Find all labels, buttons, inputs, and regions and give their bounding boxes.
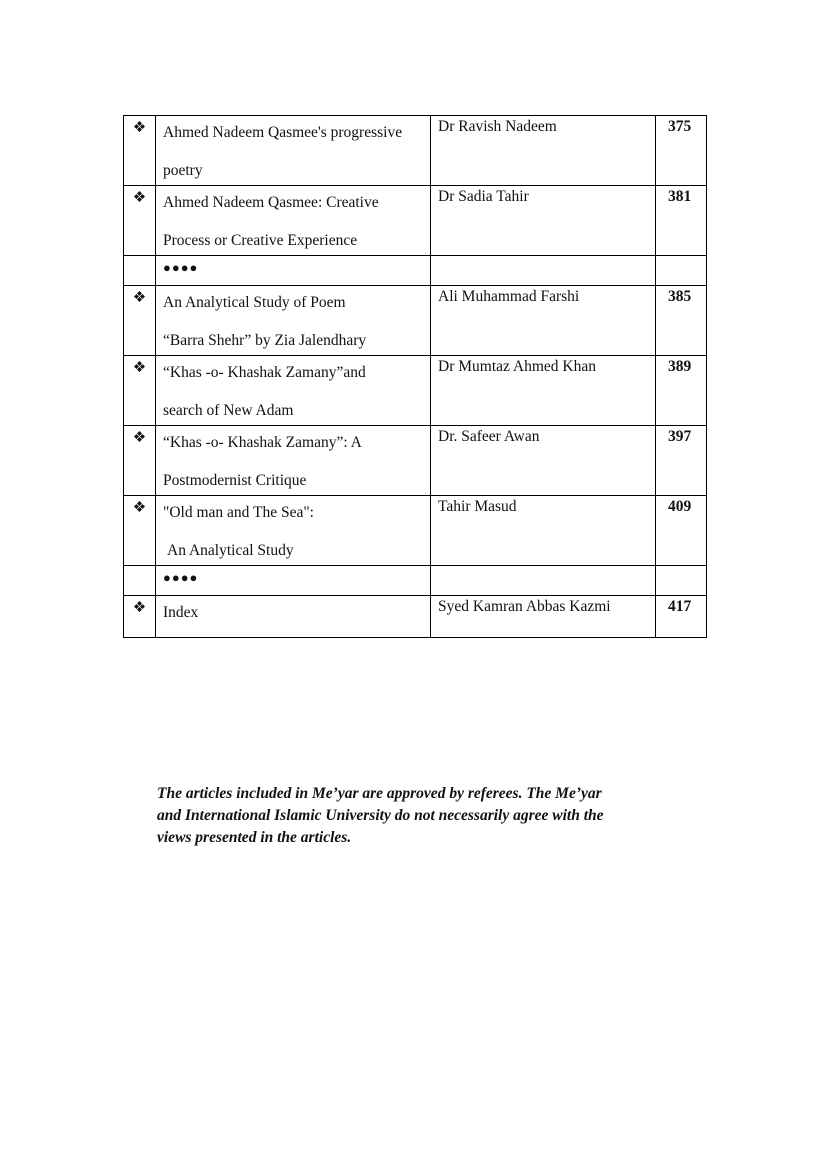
toc-row [124, 116, 707, 186]
page-number: 375 [656, 116, 707, 186]
toc-separator-row [124, 256, 707, 286]
article-author: Syed Kamran Abbas Kazmi [431, 596, 656, 638]
article-author: Dr Ravish Nadeem [431, 116, 656, 186]
article-author: Dr. Safeer Awan [431, 426, 656, 496]
article-title-line: An Analytical Study of Poem [163, 294, 346, 311]
empty-cell [431, 566, 656, 596]
article-title-line: Ahmed Nadeem Qasmee's progressive [163, 124, 403, 141]
bullet-icon: ❖ [124, 496, 156, 566]
empty-cell [124, 566, 156, 596]
article-title [156, 496, 431, 566]
article-title-line: “Barra Shehr” by Zia Jalendhary [163, 332, 367, 349]
empty-cell [431, 256, 656, 286]
disclaimer-line: The articles included in Me’yar are approved by referees. The Me’yar [157, 785, 602, 802]
article-title [156, 426, 431, 496]
page-number: 381 [656, 186, 707, 256]
article-author: Ali Muhammad Farshi [431, 286, 656, 356]
separator-dots: ●●●● [156, 566, 431, 596]
page-number: 397 [656, 426, 707, 496]
bullet-icon: ❖ [124, 426, 156, 496]
toc-row [124, 356, 707, 426]
disclaimer-line: and International Islamic University do not necessarily agree with the [157, 807, 604, 824]
article-title-line: "Old man and The Sea": [163, 504, 314, 521]
bullet-icon: ❖ [124, 356, 156, 426]
article-title [156, 596, 431, 638]
article-author: Tahir Masud [431, 496, 656, 566]
article-title-line: Ahmed Nadeem Qasmee: Creative [163, 194, 379, 211]
bullet-icon: ❖ [124, 286, 156, 356]
toc-row [124, 426, 707, 496]
empty-cell [124, 256, 156, 286]
page-number: 409 [656, 496, 707, 566]
article-title-line: Process or Creative Experience [163, 232, 358, 249]
table-of-contents [123, 115, 707, 638]
article-title [156, 186, 431, 256]
article-title-line: An Analytical Study [167, 542, 294, 559]
article-author: Dr Mumtaz Ahmed Khan [431, 356, 656, 426]
article-title-line: Index [163, 604, 199, 621]
disclaimer-line: views presented in the articles. [157, 829, 352, 846]
toc-row [124, 496, 707, 566]
article-title-line: “Khas -o- Khashak Zamany”: A [163, 434, 362, 451]
article-title-line: Postmodernist Critique [163, 472, 307, 489]
page-number: 389 [656, 356, 707, 426]
empty-cell [656, 566, 707, 596]
toc-row [124, 286, 707, 356]
toc-row [124, 186, 707, 256]
disclaimer-note [157, 783, 657, 849]
toc-row [124, 596, 707, 638]
article-title [156, 116, 431, 186]
article-title-line: “Khas -o- Khashak Zamany”and [163, 364, 366, 381]
article-title [156, 286, 431, 356]
bullet-icon: ❖ [124, 186, 156, 256]
empty-cell [656, 256, 707, 286]
bullet-icon: ❖ [124, 596, 156, 638]
page-number: 417 [656, 596, 707, 638]
bullet-icon: ❖ [124, 116, 156, 186]
article-author: Dr Sadia Tahir [431, 186, 656, 256]
toc-separator-row [124, 566, 707, 596]
article-title [156, 356, 431, 426]
article-title-line: poetry [163, 162, 203, 179]
page-number: 385 [656, 286, 707, 356]
separator-dots: ●●●● [156, 256, 431, 286]
article-title-line: search of New Adam [163, 402, 294, 419]
